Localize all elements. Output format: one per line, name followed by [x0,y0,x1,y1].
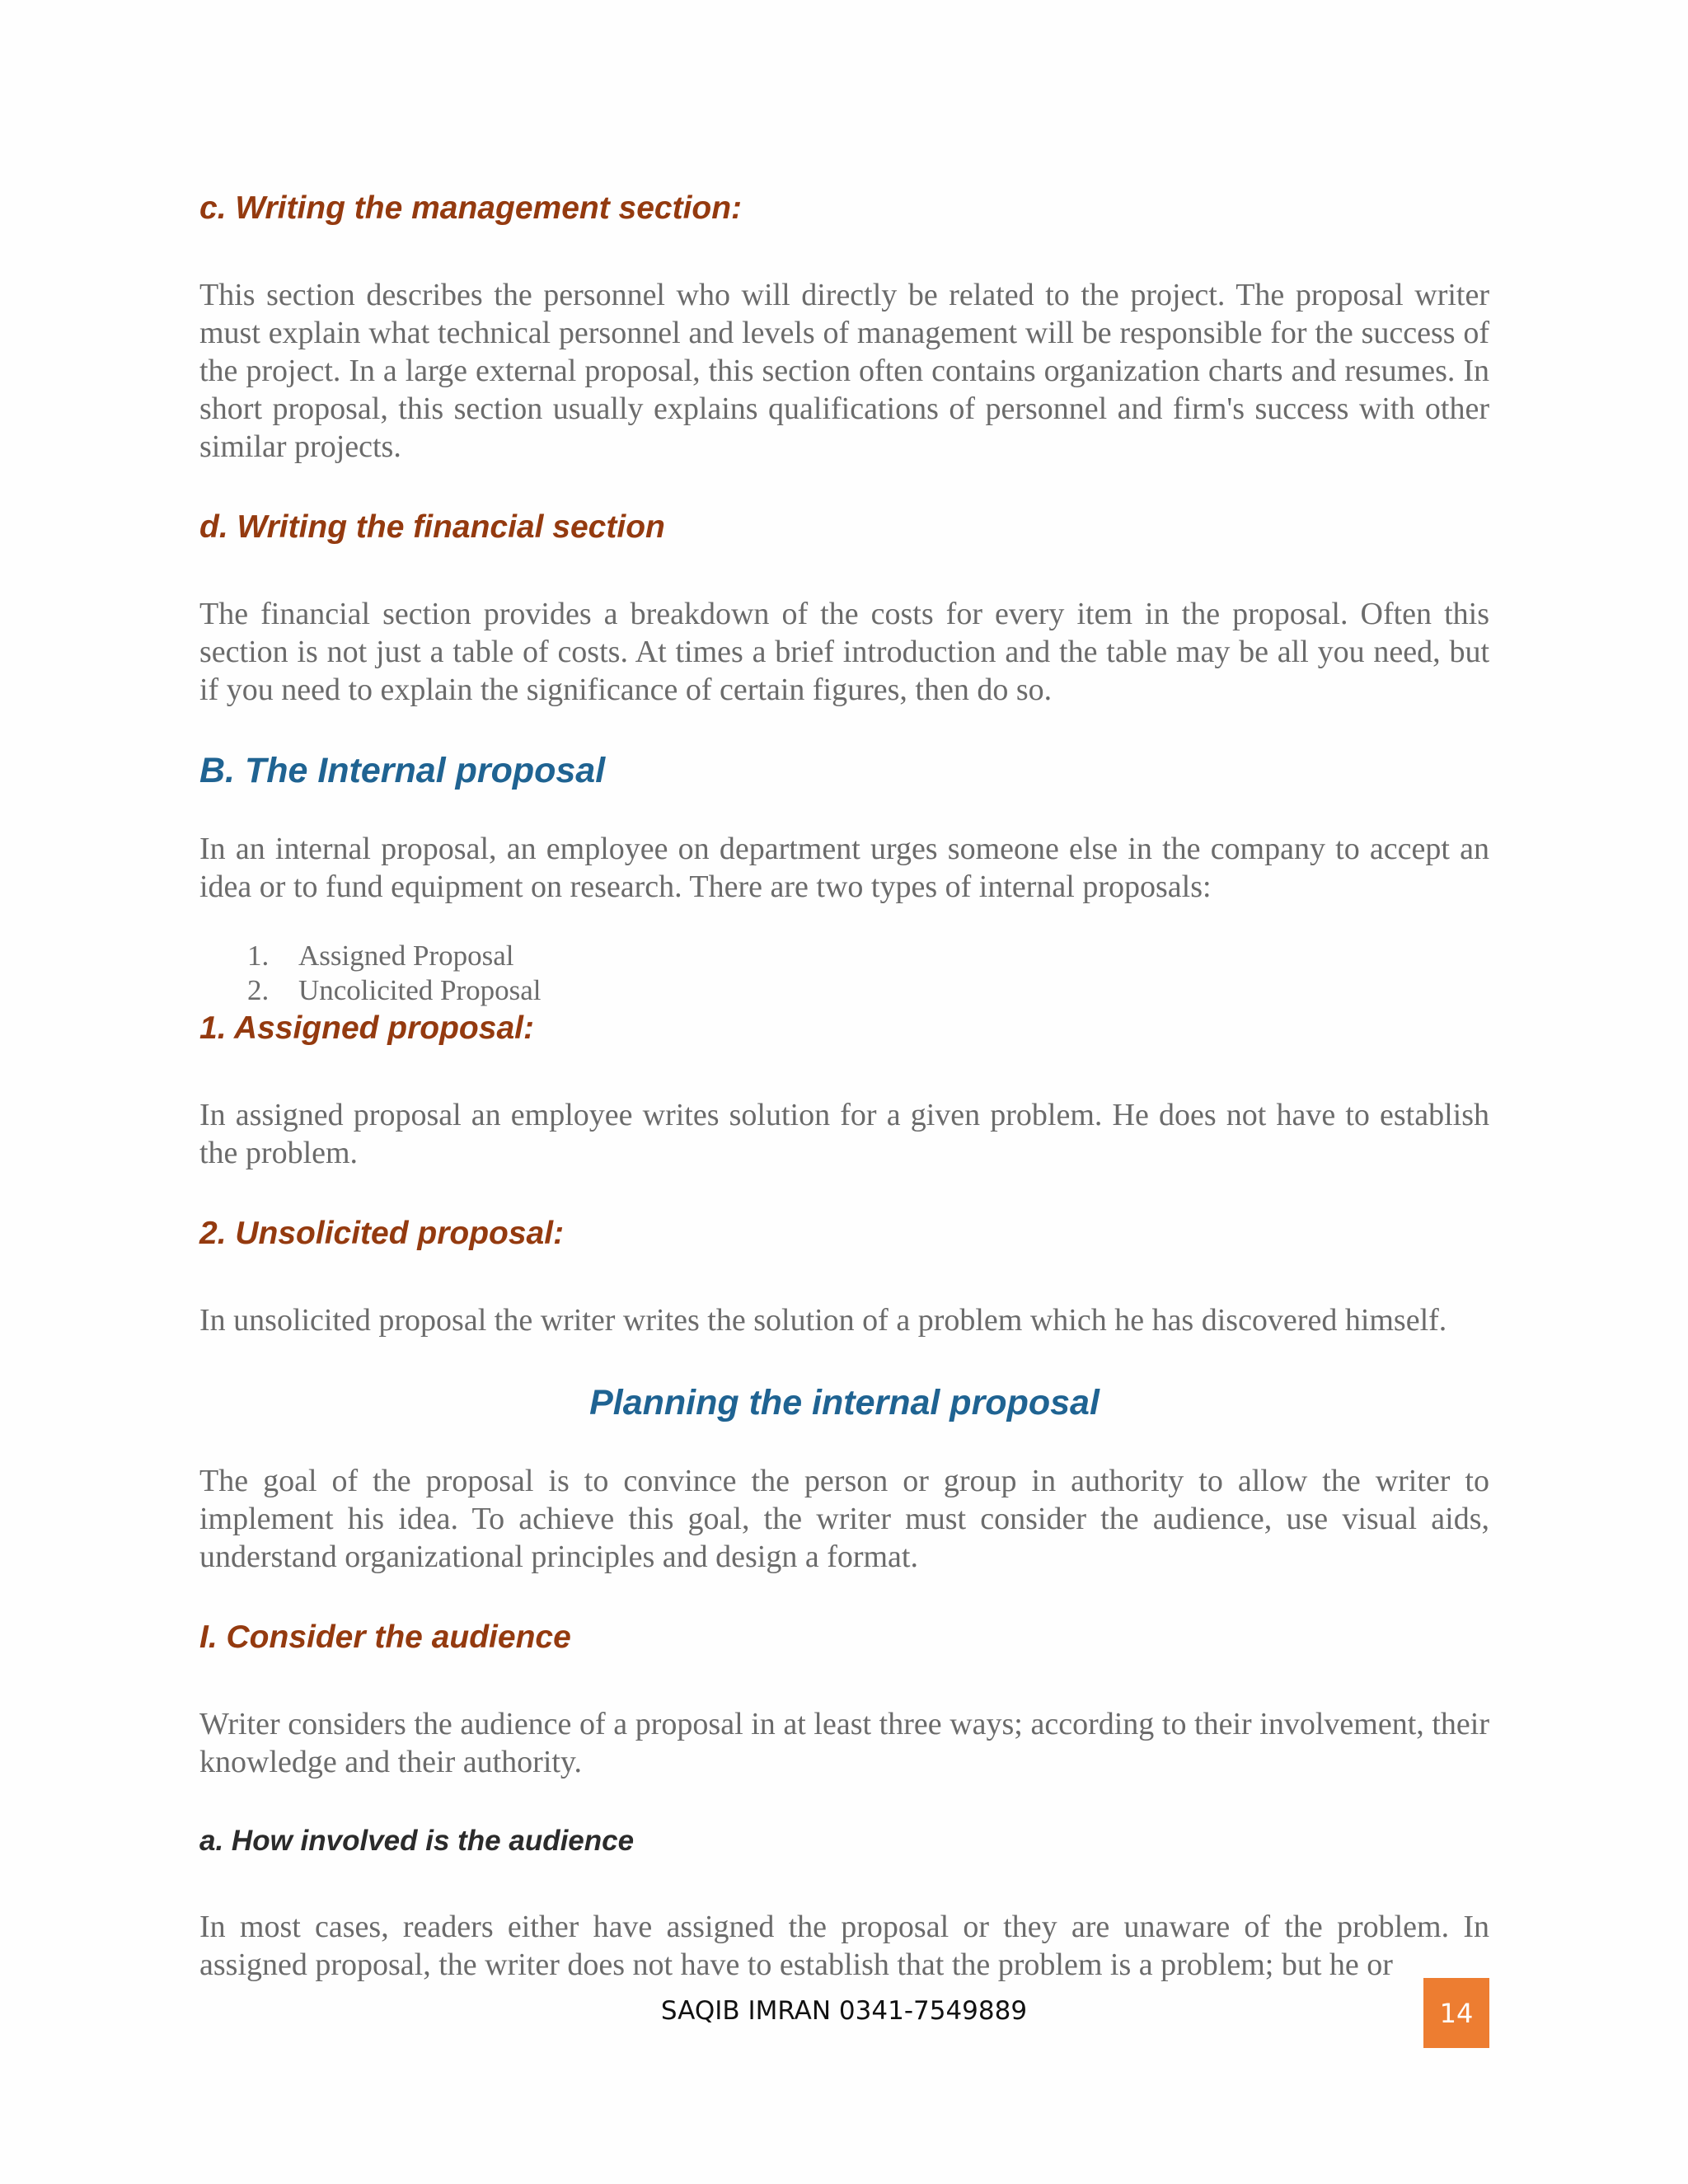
paragraph-internal-proposal: In an internal proposal, an employee on department urges someone else in the company to accept an idea or to fund equipment on research. There are two types of internal proposals: [199,832,1489,905]
heading-assigned-proposal: 1. Assigned proposal: [199,1010,534,1047]
heading-unsolicited-proposal: 2. Unsolicited proposal: [199,1215,565,1251]
heading-planning-internal-proposal: Planning the internal proposal [589,1382,1100,1422]
paragraph-how-involved-audience: In most cases, readers either have assigned the proposal or they are unaware of the problem. In assigned proposal, the writer does not have to establish that the problem is a problem; but he or [199,1910,1489,1983]
heading-management-section: c. Writing the management section: [199,190,743,226]
heading-internal-proposal: B. The Internal proposal [199,750,606,790]
paragraph-planning-internal-proposal: The goal of the proposal is to convince the person or group in authority to allow the writer to implement his idea. To achieve this goal, the writer must consider the audience, use visual aids, understand organizational principles and design a format. [199,1464,1489,1575]
list-item-number: 1. [247,940,270,972]
heading-financial-section: d. Writing the financial section [199,509,665,545]
heading-consider-audience: I. Consider the audience [199,1619,571,1656]
page-number-badge: 14 [1423,1978,1489,2048]
page-content [199,190,1489,1984]
list-item [199,939,1489,973]
proposal-types-list [199,939,1489,1008]
paragraph-financial-section: The financial section provides a breakdown of the costs for every item in the proposal. Often this section is not just a table of costs. At times a brief introduction and the table may be all you need, but if you need to explain the significance of certain figures, then do so. [199,596,1489,707]
paragraph-assigned-proposal: In assigned proposal an employee writes solution for a given problem. He does not have to establish the problem. [199,1097,1489,1170]
list-item-text: Uncolicited Proposal [298,974,542,1007]
paragraph-consider-audience: Writer considers the audience of a proposal in at least three ways; according to their involvement, their knowledge and their authority. [199,1707,1489,1780]
paragraph-management-section: This section describes the personnel who will directly be related to the project. The proposal writer must explain what technical personnel and levels of management will be responsible for the success of the project. In a large external proposal, this section often contains organization charts and resumes. In short proposal, this section usually explains qualifications of personnel and firm's success with other similar projects. [199,277,1489,464]
paragraph-unsolicited-proposal: In unsolicited proposal the writer writes the solution of a problem which he has discovered himself. [199,1302,1447,1338]
heading-how-involved-audience: a. How involved is the audience [199,1825,635,1858]
list-item-number: 2. [247,974,270,1007]
footer-author: SAQIB IMRAN 0341-7549889 [660,1996,1028,2026]
list-item-text: Assigned Proposal [298,940,514,972]
list-item [199,973,1489,1008]
